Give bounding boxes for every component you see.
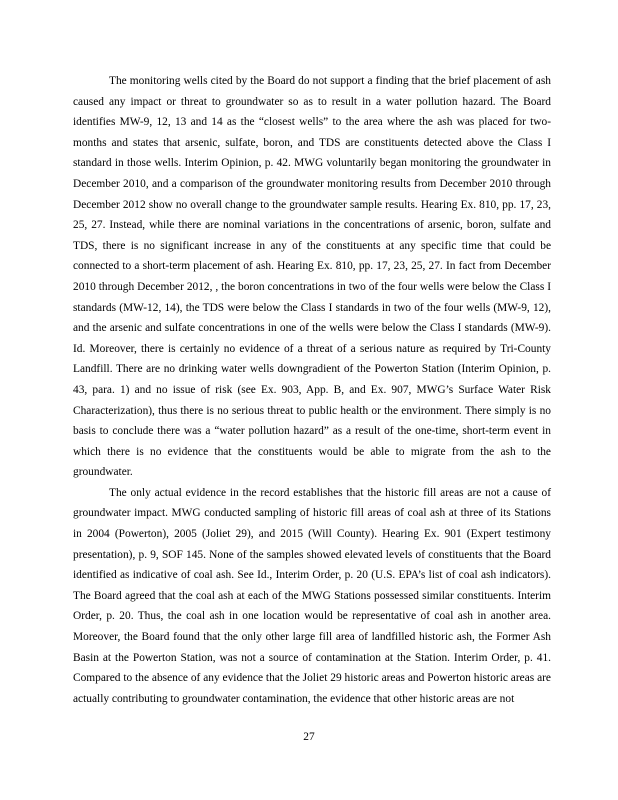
body-text [73,71,551,709]
paragraph-1: The monitoring wells cited by the Board do not support a finding that the brief placement of ash caused any impact or threat to groundwater so as to result in a water pollution hazard. The Board identifies MW-9, 12, 13 and 14 as the “closest wells” to the area where the ash was placed for two-months and states that arsenic, sulfate, boron, and TDS are constituents detected above the Class I standard in those wells. Interim Opinion, p. 42. MWG voluntarily began monitoring the groundwater in December 2010, and a comparison of the groundwater monitoring results from December 2010 through December 2012 show no overall change to the groundwater sample results. Hearing Ex. 810, pp. 17, 23, 25, 27. Instead, while there are nominal variations in the concentrations of arsenic, boron, sulfate and TDS, there is no significant increase in any of the constituents at any specific time that could be connected to a short-term placement of ash. Hearing Ex. 810, pp. 17, 23, 25, 27. In fact from December 2010 through December 2012, , the boron concentrations in two of the four wells were below the Class I standards (MW-12, 14), the TDS were below the Class I standards in two of the four wells (MW-9, 12), and the arsenic and sulfate concentrations in one of the wells were below the Class I standards (MW-9). Id. Moreover, there is certainly no evidence of a threat of a serious nature as required by Tri-County Landfill. There are no drinking water wells downgradient of the Powerton Station (Interim Opinion, p. 43, para. 1) and no issue of risk (see Ex. 903, App. B, and Ex. 907, MWG’s Surface Water Risk Characterization), thus there is no serious threat to public health or the environment. There simply is no basis to conclude there was a “water pollution hazard” as a result of the one-time, short-term event in which there is no evidence that the constituents would be able to migrate from the ash to the groundwater. [73,75,551,479]
page-number: 27 [303,731,315,743]
paragraph-2: The only actual evidence in the record establishes that the historic fill areas are not a cause of groundwater impact. MWG conducted sampling of historic fill areas of coal ash at three of its Stations in 2004 (Powerton), 2005 (Joliet 29), and 2015 (Will County). Hearing Ex. 901 (Expert testimony presentation), p. 9, SOF 145. None of the samples showed elevated levels of constituents that the Board identified as indicative of coal ash. See Id., Interim Order, p. 20 (U.S. EPA’s list of coal ash indicators). The Board agreed that the coal ash at each of the MWG Stations possessed similar constituents. Interim Order, p. 20. Thus, the coal ash in one location would be representative of coal ash in another area. Moreover, the Board found that the only other large fill area of landfilled historic ash, the Former Ash Basin at the Powerton Station, was not a source of contamination at the Station. Interim Order, p. 41. Compared to the absence of any evidence that the Joliet 29 historic areas and Powerton historic areas are actually contributing to groundwater contamination, the evidence that other historic areas are not [73,486,551,705]
